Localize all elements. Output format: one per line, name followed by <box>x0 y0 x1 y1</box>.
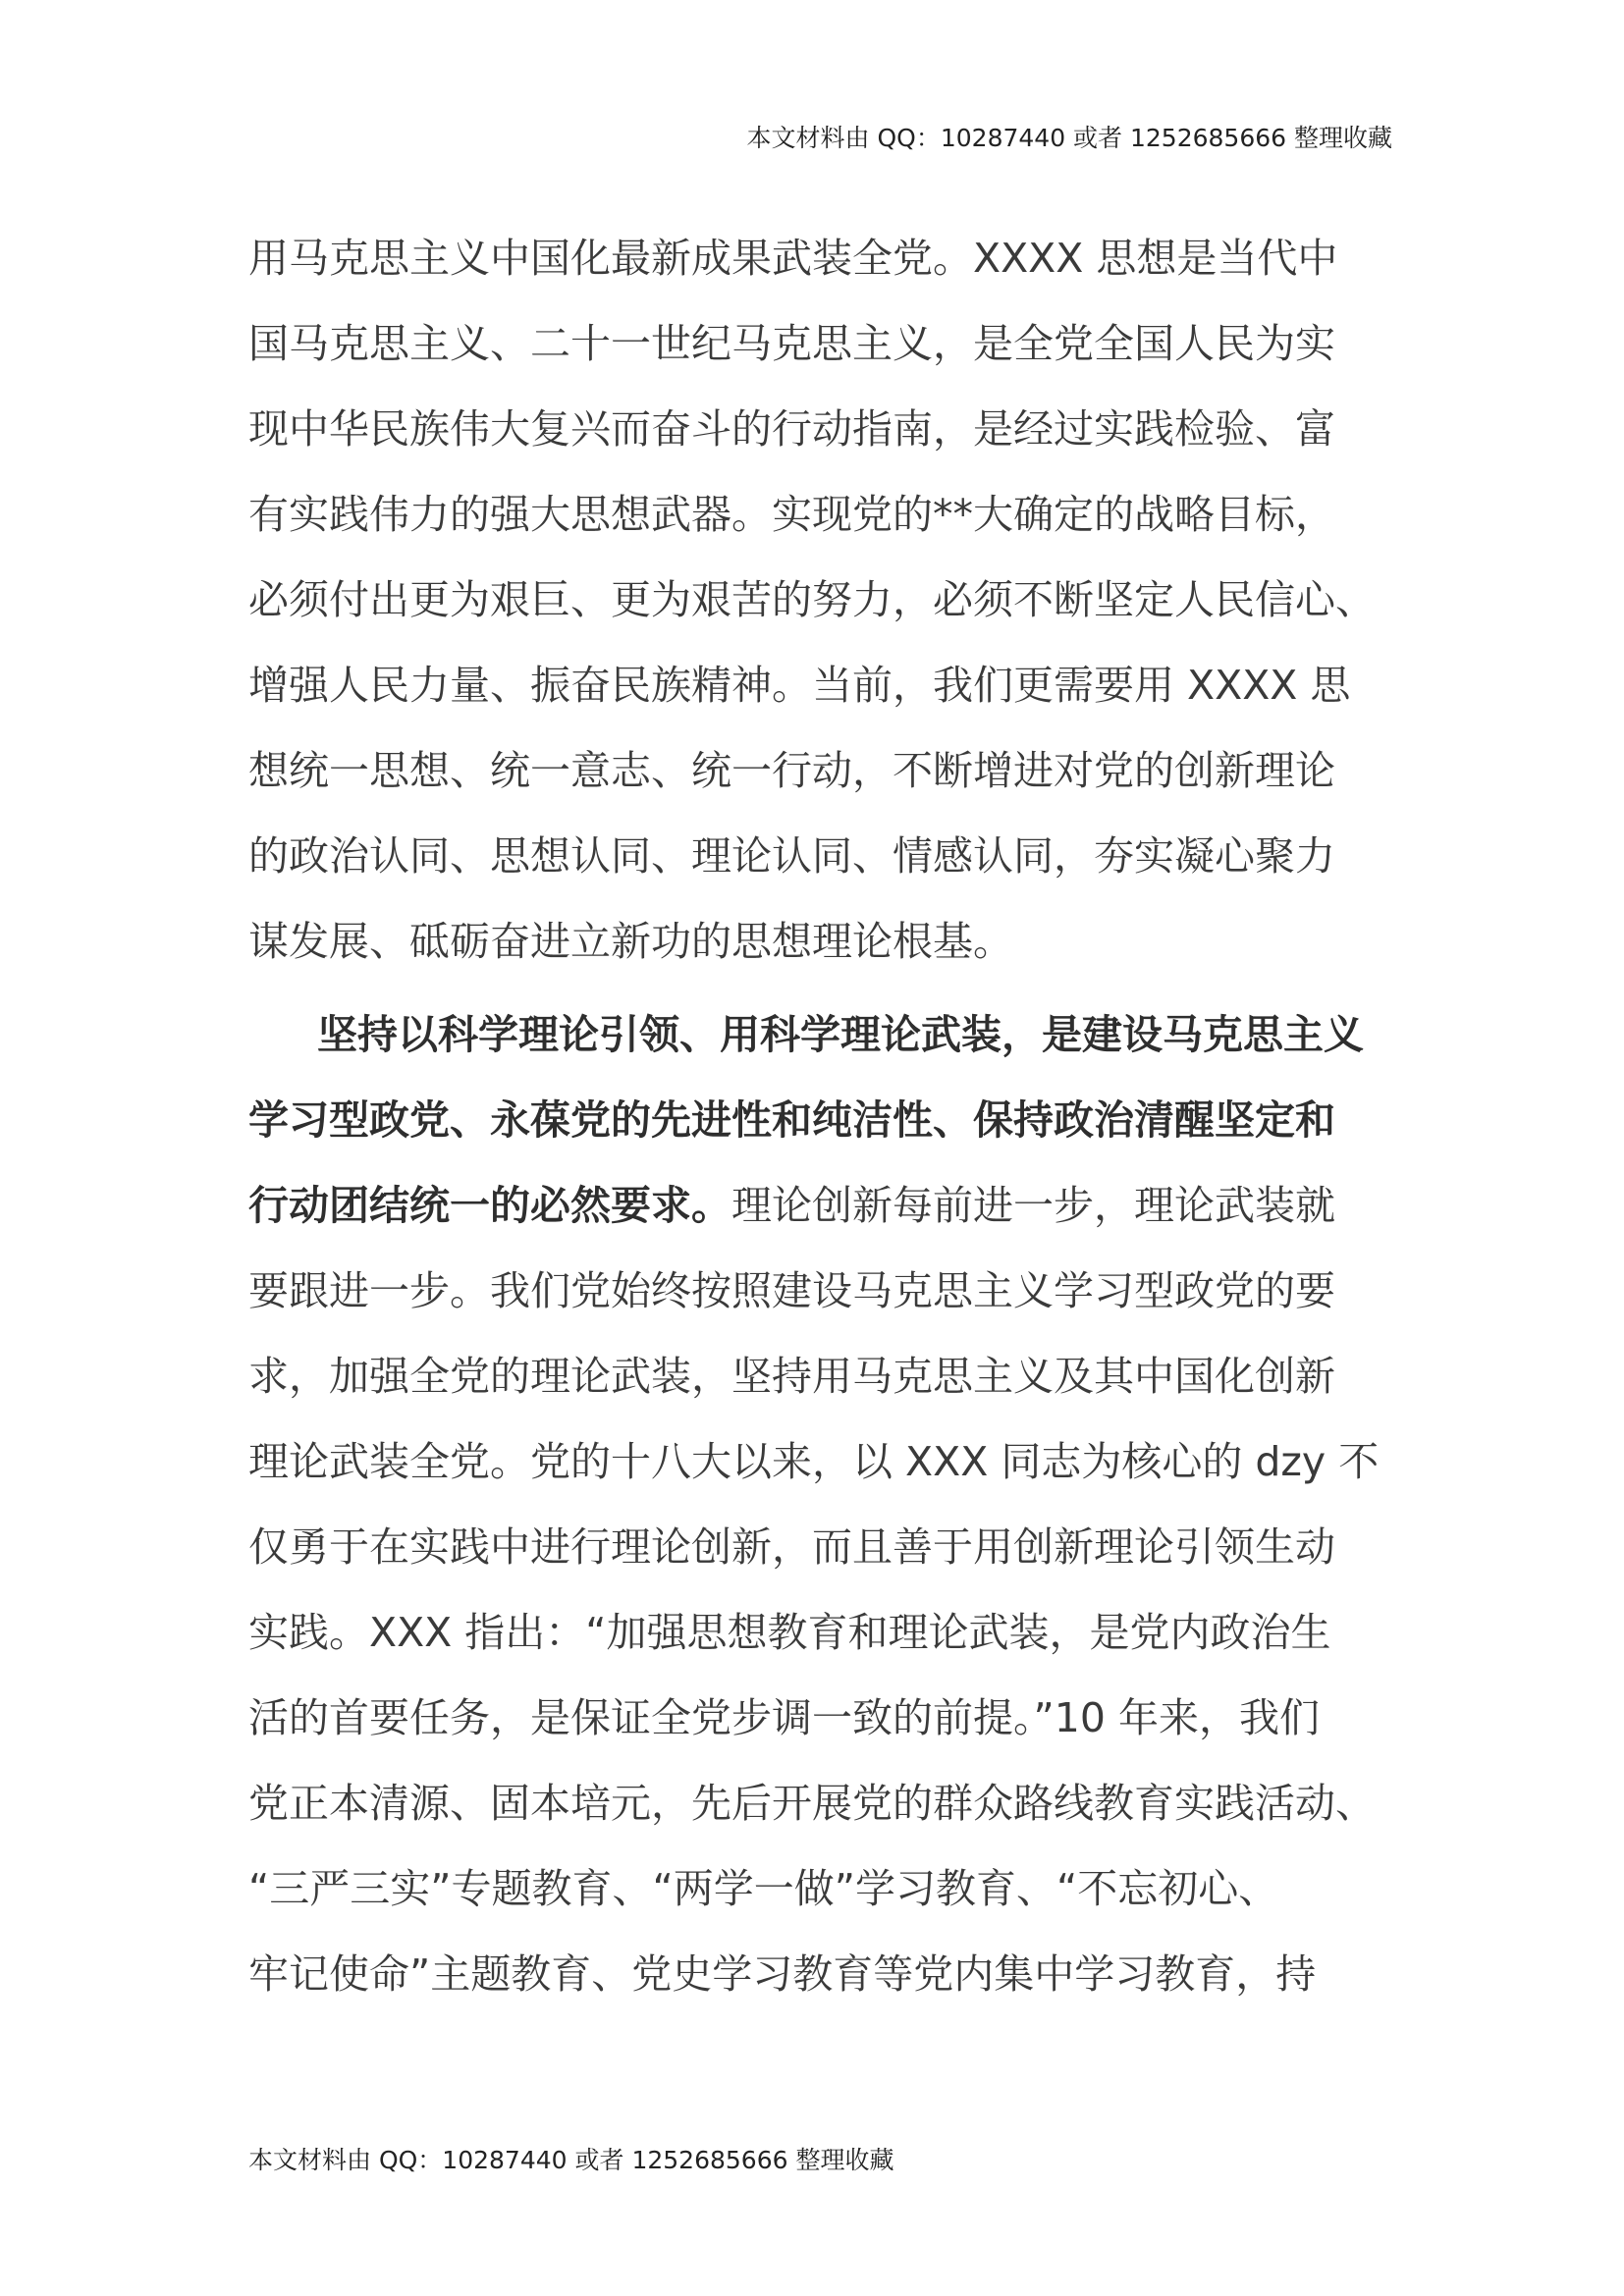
text-line: 有实践伟力的强大思想武器。实现党的**大确定的战略目标， <box>248 491 1335 538</box>
text-line: 用马克思主义中国化最新成果武装全党。XXXX 思想是当代中 <box>248 235 1338 282</box>
text-line: 求，加强全党的理论武装，坚持用马克思主义及其中国化创新 <box>248 1353 1335 1400</box>
document-body <box>248 227 1397 2028</box>
mixed-line <box>248 1174 1397 1259</box>
bold-lead-line: 学习型政党、永葆党的先进性和纯洁性、保持政治清醒坚定和 <box>248 1096 1335 1144</box>
text-line: 要跟进一步。我们党始终按照建设马克思主义学习型政党的要 <box>248 1267 1335 1314</box>
text-line: 活的首要任务，是保证全党步调一致的前提。”10 年来，我们 <box>248 1694 1320 1741</box>
text-line: 党正本清源、固本培元，先后开展党的群众路线教育实践活动、 <box>248 1780 1376 1827</box>
text-line: 谋发展、砥砺奋进立新功的思想理论根基。 <box>248 918 1013 965</box>
paragraph-2 <box>248 1003 1397 2028</box>
text-line: 理论武装全党。党的十八大以来，以 XXX 同志为核心的 dzy 不 <box>248 1438 1380 1485</box>
text-line: 必须付出更为艰巨、更为艰苦的努力，必须不断坚定人民信心、 <box>248 576 1376 623</box>
page-header: 本文材料由 QQ：10287440 或者 1252685666 整理收藏 <box>746 124 1392 152</box>
text-line: 牢记使命”主题教育、党史学习教育等党内集中学习教育，持 <box>248 1950 1317 1998</box>
text-line: 想统一思想、统一意志、统一行动，不断增进对党的创新理论 <box>248 747 1335 794</box>
text-line: 的政治认同、思想认同、理论认同、情感认同，夯实凝心聚力 <box>248 832 1335 880</box>
bold-lead-line: 坚持以科学理论引领、用科学理论武装，是建设马克思主义 <box>317 1011 1364 1058</box>
paragraph-1 <box>248 227 1397 995</box>
text-run: 理论创新每前进一步，理论武装就 <box>731 1182 1335 1229</box>
text-line: “三严三实”专题教育、“两学一做”学习教育、“不忘初心、 <box>248 1865 1279 1912</box>
text-line: 实践。XXX 指出：“加强思想教育和理论武装，是党内政治生 <box>248 1609 1331 1656</box>
text-line: 增强人民力量、振奋民族精神。当前，我们更需要用 XXXX 思 <box>248 662 1351 709</box>
bold-lead-end: 行动团结统一的必然要求。 <box>248 1182 731 1229</box>
text-line: 仅勇于在实践中进行理论创新，而且善于用创新理论引领生动 <box>248 1523 1335 1571</box>
page-footer: 本文材料由 QQ：10287440 或者 1252685666 整理收藏 <box>248 2146 894 2174</box>
text-line: 国马克思主义、二十一世纪马克思主义，是全党全国人民为实 <box>248 320 1335 367</box>
text-line: 现中华民族伟大复兴而奋斗的行动指南，是经过实践检验、富 <box>248 405 1335 453</box>
